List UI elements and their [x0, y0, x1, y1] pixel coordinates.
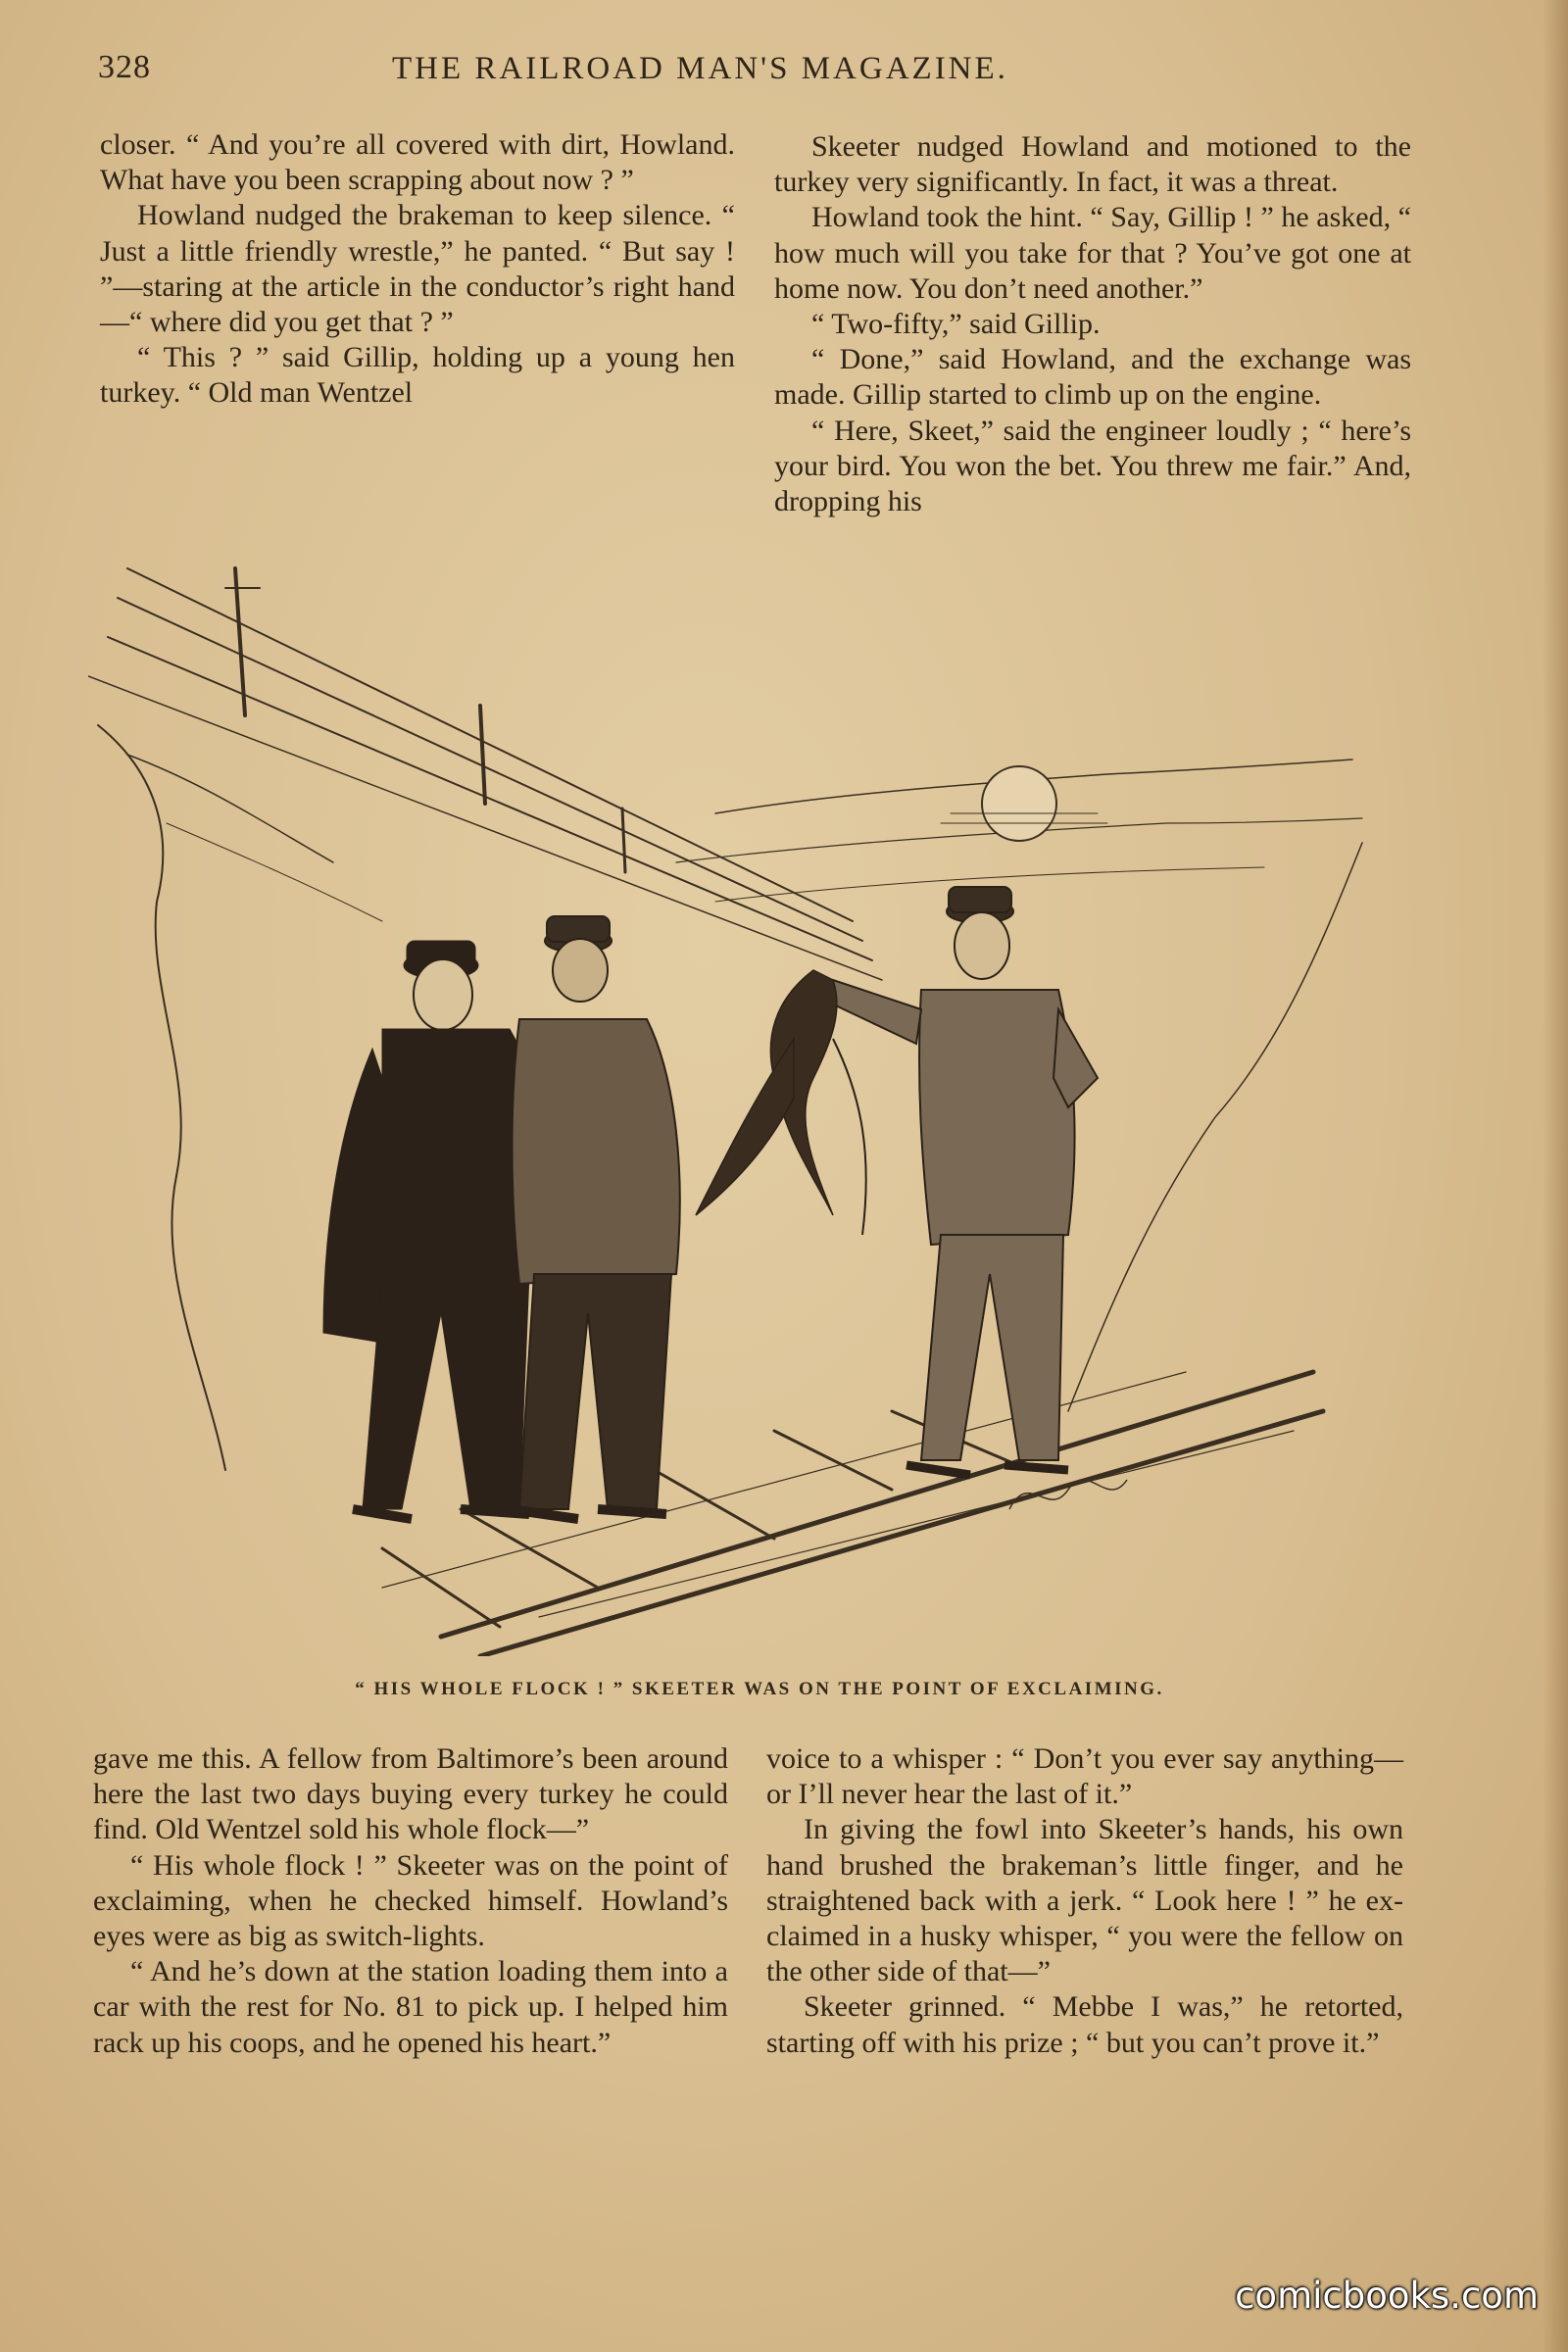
paragraph: Skeeter grinned. “ Mebbe I was,” he retorted, starting off with his prize ; “ but you can’t prove it.” — [766, 1990, 1403, 2059]
paragraph: In giving the fowl into Skeeter’s hands, his own hand brushed the brakeman’s little finger, and he straightened back with a jerk. “ Look here ! ” he exclaimed in a husky whisper, “ you were the fellow on the other side of that—” — [766, 1813, 1403, 1988]
figure-engineer — [823, 887, 1098, 1475]
illustration-caption: “ HIS WHOLE FLOCK ! ” SKEETER WAS ON THE POINT OF EXCLAIMING. — [355, 1679, 1164, 1699]
column-top-left — [100, 127, 735, 412]
paragraph: closer. “ And you’re all covered with dirt, Howland. What have you been scrapping about now ? ” — [100, 128, 735, 197]
paragraph: “ Two-fifty,” said Gillip. — [811, 308, 1101, 341]
paragraph: gave me this. A fellow from Baltimore’s been around here the last two days buying every turkey he could find. Old Wentzel sold his whole flock—” — [93, 1742, 728, 1846]
figure-brakeman — [510, 916, 680, 1519]
figure-conductor — [323, 941, 543, 1519]
paragraph: Howland took the hint. “ Say, Gillip ! ” he asked, “ how much will you take for that ? You’ve got one at home now. You don’t need another.” — [774, 201, 1411, 305]
magazine-title: THE RAILROAD MAN'S MAGAZINE. — [392, 51, 1008, 86]
paragraph: Howland nudged the brakeman to keep silence. “ Just a little friendly wrestle,” he panted. “ But say ! ”—staring at the article in the conductor’s right hand—“ where did you get that ? ” — [100, 199, 735, 339]
page-header — [98, 49, 1441, 98]
watermark: comicbooks.com — [1235, 2275, 1539, 2317]
paragraph: “ Done,” said Howland, and the exchange was made. Gillip started to climb up on the engine. — [774, 343, 1411, 412]
paragraph: Skeeter nudged Howland and motioned to the turkey very significantly. In fact, it was a threat. — [774, 130, 1411, 199]
paragraph: “ Here, Skeet,” said the engineer loudly ; “ here’s your bird. You won the bet. You threw me fair.” And, dropping his — [774, 414, 1411, 518]
column-bottom-left — [93, 1741, 728, 2061]
turkey-drawing — [696, 970, 866, 1235]
illustration — [88, 529, 1431, 1656]
paragraph: voice to a whisper : “ Don’t you ever say anything—or I’ll never hear the last of it.” — [766, 1742, 1403, 1811]
column-bottom-right — [766, 1741, 1403, 2061]
page-edge-shadow — [1543, 0, 1568, 2352]
page-number: 328 — [98, 49, 151, 85]
paragraph: “ His whole flock ! ” Skeeter was on the point of exclaiming, when he checked himself. Howland’s eyes were as big as switch-lights. — [93, 1848, 728, 1953]
column-top-right — [774, 129, 1411, 519]
paragraph: “ This ? ” said Gillip, holding up a young hen turkey. “ Old man Wentzel — [100, 341, 735, 410]
paragraph: “ And he’s down at the station loading them into a car with the rest for No. 81 to pick up. I helped him rack up his coops, and he opened his heart.” — [93, 1955, 728, 2059]
